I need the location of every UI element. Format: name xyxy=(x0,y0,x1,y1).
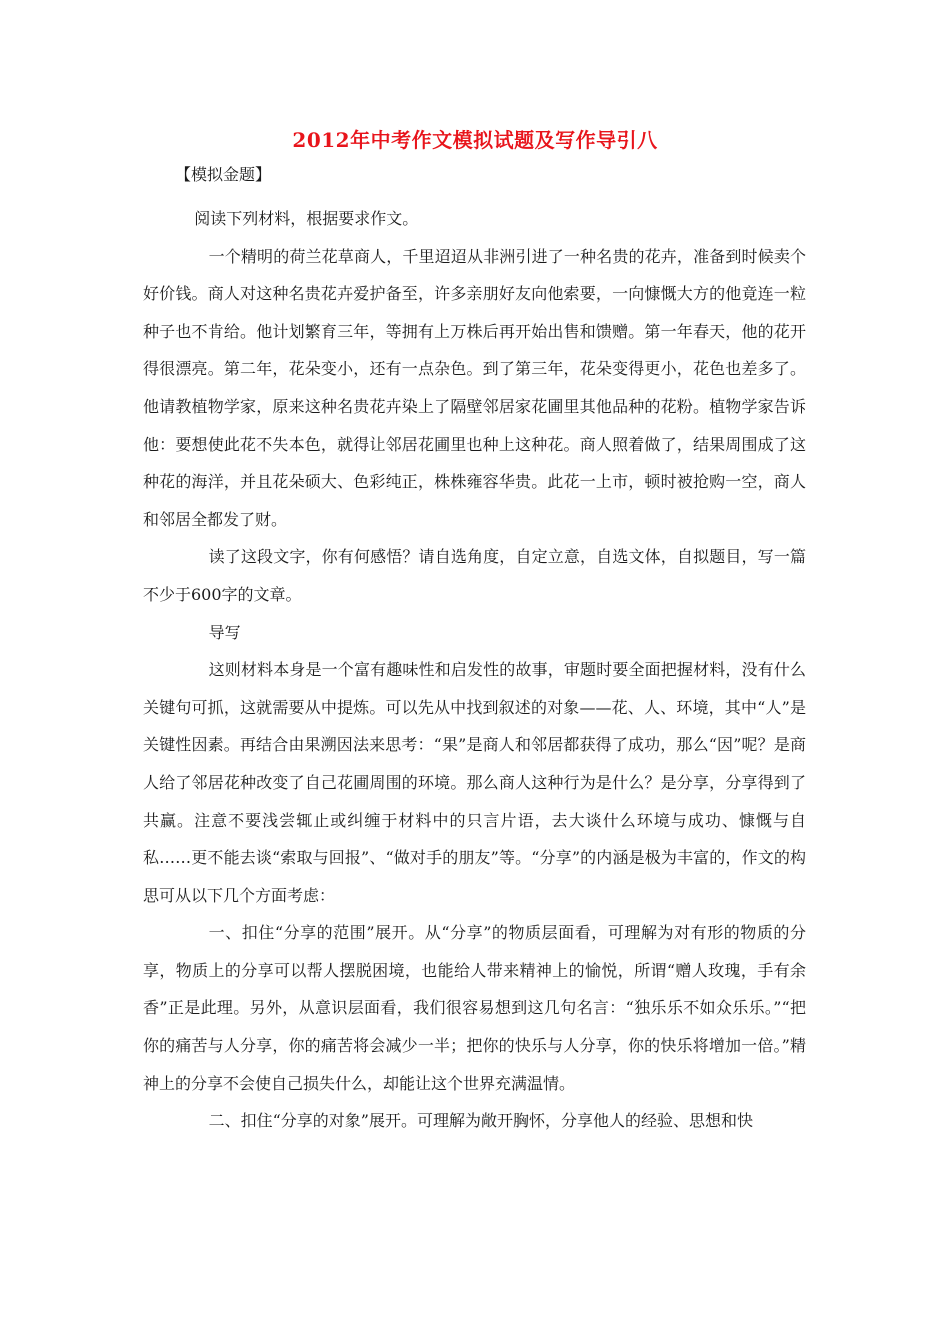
paragraph-guide-heading: 导写 xyxy=(208,622,241,642)
document-title: 2012年中考作文模拟试题及写作导引八 xyxy=(292,128,658,152)
paragraph-point-one: 一、扣住“分享的范围”展开。从“分享”的物质层面看，可理解为对有形的物质的分享，物质上的分享可以帮人摆脱困境，也能给人带来精神上的愉悦，所谓“赠人玫瑰，手有余香”正是此理。另外，从意识层面看，我们很容易想到这几句名言：“独乐乐不如众乐乐。”“把你的痛苦与人分享，你的痛苦将会减少一半；把你的快乐与人分享，你的快乐将增加一倍。”精神上的分享不会使自己损失什么，却能让这个世界充满温情。 xyxy=(143,923,806,1093)
paragraph-material: 一个精明的荷兰花草商人，千里迢迢从非洲引进了一种名贵的花卉，准备到时候卖个好价钱。商人对这种名贵花卉爱护备至，许多亲朋好友向他索要，一向慷慨大方的他竟连一粒种子也不肯给。他计划繁育三年，等拥有上万株后再开始出售和馈赠。第一年春天，他的花开得很漂亮。第二年，花朵变小，还有一点杂色。到了第三年，花朵变得更小，花色也差多了。他请教植物学家，原来这种名贵花卉染上了隔壁邻居家花圃里其他品种的花粉。植物学家告诉他：要想使此花不失本色，就得让邻居花圃里也种上这种花。商人照着做了，结果周围成了这种花的海洋，并且花朵硕大、色彩纯正，株株雍容华贵。此花一上市，顿时被抢购一空，商人和邻居全都发了财。 xyxy=(143,246,806,529)
paragraph-instruction: 阅读下列材料，根据要求作文。 xyxy=(194,209,419,228)
section-label: 【模拟金题】 xyxy=(175,165,272,184)
document-body xyxy=(143,200,806,1140)
paragraph-point-two: 二、扣住“分享的对象”展开。可理解为敞开胸怀，分享他人的经验、思想和快 xyxy=(208,1111,753,1131)
paragraph-requirement: 读了这段文字，你有何感悟？请自选角度，自定立意，自选文体，自拟题目，写一篇不少于600字的文章。 xyxy=(143,547,806,604)
paragraph-guide-analysis: 这则材料本身是一个富有趣味性和启发性的故事，审题时要全面把握材料，没有什么关键句可抓，这就需要从中提炼。可以先从中找到叙述的对象——花、人、环境，其中“人”是关键性因素。再结合由果溯因法来思考：“果”是商人和邻居都获得了成功，那么“因”呢？是商人给了邻居花种改变了自己花圃周围的环境。那么商人这种行为是什么？是分享，分享得到了共赢。注意不要浅尝辄止或纠缠于材料中的只言片语，去大谈什么环境与成功、慷慨与自私……更不能去谈“索取与回报”、“做对手的朋友”等。“分享”的内涵是极为丰富的，作文的构思可从以下几个方面考虑： xyxy=(143,660,806,905)
